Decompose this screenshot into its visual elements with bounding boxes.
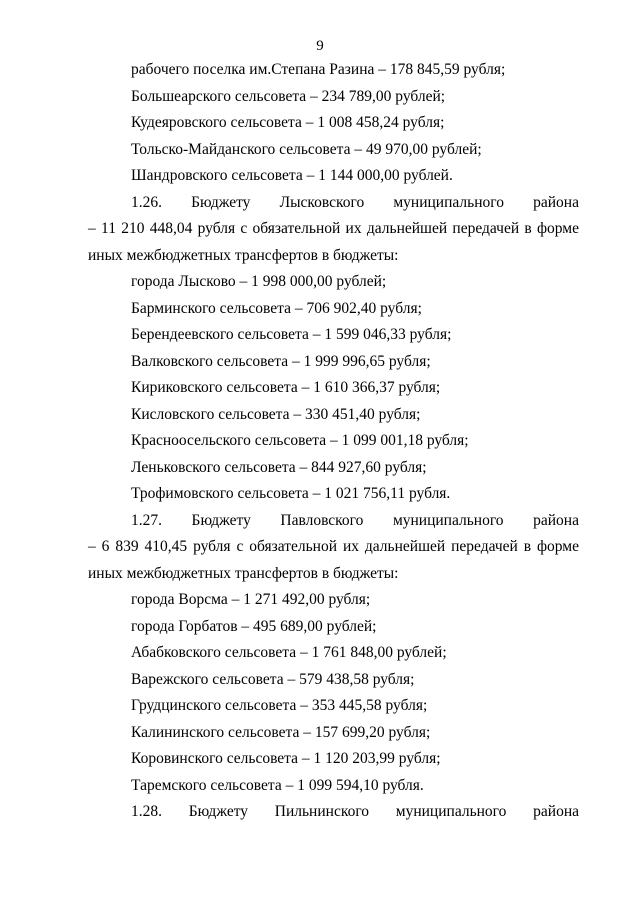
- paragraph-line: – 11 210 448,04 рубля с обязательной их дальнейшей передачей в форме: [88, 220, 579, 237]
- section-1-27: [88, 508, 579, 800]
- heading-word: района: [533, 193, 579, 211]
- list-item: Грудцинского сельсовета – 353 445,58 рубля;: [131, 697, 428, 714]
- section-heading: [88, 508, 579, 535]
- list-item: рабочего поселка им.Степана Разина – 178 845,59 рубля;: [131, 61, 506, 78]
- list-item: Шандровского сельсовета – 1 144 000,00 рублей.: [131, 167, 453, 184]
- page-number: 9: [316, 38, 324, 54]
- document-body: [88, 57, 579, 826]
- list-item: Варежского сельсовета – 579 438,58 рубля;: [131, 670, 415, 688]
- heading-word: района: [533, 803, 579, 820]
- list-item: Леньковского сельсовета – 844 927,60 рубля;: [131, 458, 427, 476]
- list-item: Барминского сельсовета – 706 902,40 рубля;: [131, 299, 422, 317]
- section-heading: [88, 190, 579, 217]
- continuation-list: [88, 57, 579, 190]
- section-number: 1.27.: [131, 511, 162, 529]
- heading-word: муниципального: [392, 511, 504, 529]
- heading-word: муниципального: [393, 193, 504, 211]
- list-item: Коровинского сельсовета – 1 120 203,99 рубля;: [131, 750, 441, 767]
- list-item: Кудеяровского сельсовета – 1 008 458,24 рубля;: [131, 114, 445, 131]
- list-item: города Лысково – 1 998 000,00 рублей;: [131, 273, 387, 290]
- heading-word: Павловского: [280, 511, 364, 529]
- heading-word: Бюджету: [191, 193, 251, 211]
- heading-word: района: [533, 511, 579, 529]
- section-number: 1.26.: [131, 193, 162, 211]
- heading-word: Лысковского: [279, 193, 365, 211]
- list-item: Кисловского сельсовета – 330 451,40 рубля;: [131, 405, 421, 423]
- heading-word: Бюджету: [188, 803, 249, 820]
- heading-word: Пильнинского: [274, 803, 370, 820]
- list-item: города Горбатов – 495 689,00 рублей;: [131, 617, 377, 635]
- heading-word: муниципального: [395, 803, 507, 820]
- list-item: Таремского сельсовета – 1 099 594,10 рубля.: [131, 776, 424, 794]
- section-heading: [88, 799, 579, 826]
- list-item: Валковского сельсовета – 1 999 996,65 рубля;: [131, 352, 431, 370]
- list-item: Кириковского сельсовета – 1 610 366,37 рубля;: [131, 379, 441, 396]
- paragraph-line: иных межбюджетных трансфертов в бюджеты:: [88, 564, 399, 582]
- list-item: Калининского сельсовета – 157 699,20 рубля;: [131, 723, 431, 741]
- list-item: Красноосельского сельсовета – 1 099 001,18 рубля;: [131, 432, 469, 449]
- list-item: Тольско-Майданского сельсовета – 49 970,00 рублей;: [131, 140, 482, 158]
- section-number: 1.28.: [131, 803, 162, 820]
- list-item: Трофимовского сельсовета – 1 021 756,11 рубля.: [131, 485, 451, 502]
- list-item: города Ворсма – 1 271 492,00 рубля;: [131, 591, 371, 608]
- paragraph-line: иных межбюджетных трансфертов в бюджеты:: [88, 246, 399, 264]
- section-1-28: [88, 799, 579, 826]
- list-item: Большеарского сельсовета – 234 789,00 рублей;: [131, 87, 446, 105]
- section-1-26: [88, 190, 579, 508]
- paragraph-line: – 6 839 410,45 рубля с обязательной их дальнейшей передачей в форме: [88, 538, 579, 555]
- list-item: Абабковского сельсовета – 1 761 848,00 рублей;: [131, 644, 447, 661]
- list-item: Берендеевского сельсовета – 1 599 046,33 рубля;: [131, 326, 452, 343]
- heading-word: Бюджету: [191, 511, 251, 529]
